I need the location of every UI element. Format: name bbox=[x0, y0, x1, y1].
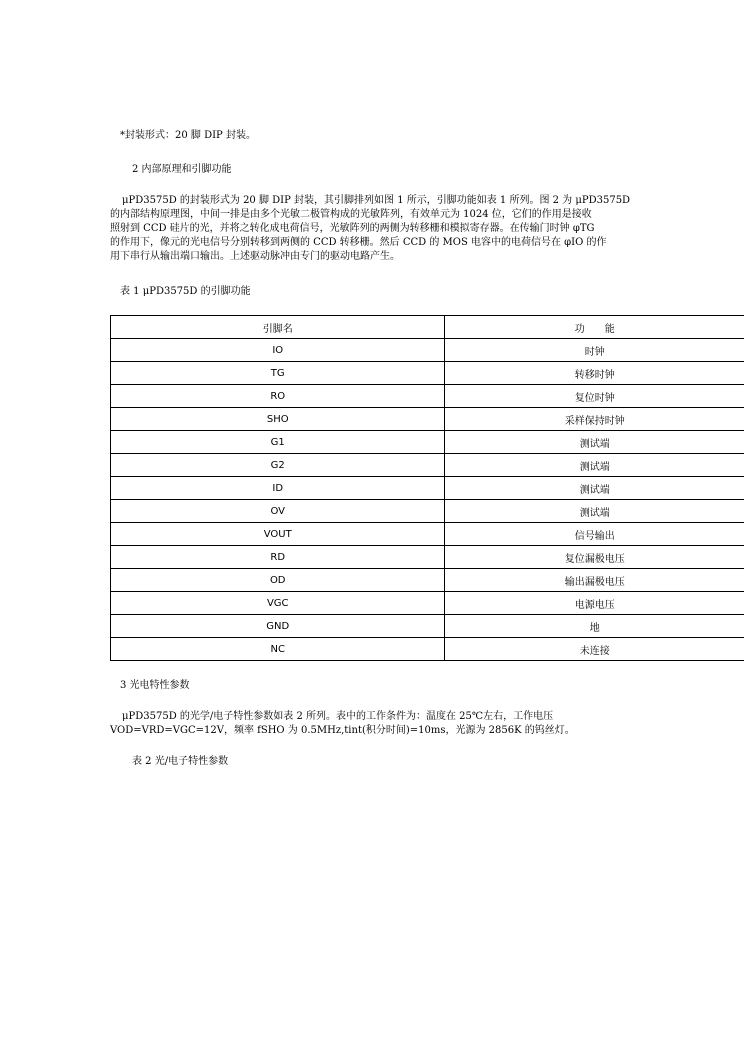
pin-function-cell: 电源电压 bbox=[445, 592, 744, 615]
table-header-row bbox=[111, 316, 744, 339]
table-row bbox=[111, 431, 744, 454]
pin-name-cell: TG bbox=[111, 362, 445, 385]
table-row bbox=[111, 339, 744, 362]
pin-function-cell: 地 bbox=[445, 615, 744, 638]
pin-function-cell: 采样保持时钟 bbox=[445, 408, 744, 431]
pin-name-cell: G2 bbox=[111, 454, 445, 477]
table-row bbox=[111, 408, 744, 431]
section3-heading: 3 光电特性参数 bbox=[120, 680, 190, 691]
pin-function-cell: 信号输出 bbox=[445, 523, 744, 546]
header-pin-name: 引脚名 bbox=[111, 316, 445, 339]
section2-line-3: 照射到 CCD 硅片的光，并将之转化成电荷信号，光敏阵列的两侧为转移栅和模拟寄存器。在传输门时钟 φTG bbox=[110, 223, 595, 234]
table1-caption: 表 1 μPD3575D 的引脚功能 bbox=[120, 286, 251, 297]
table-row bbox=[111, 638, 744, 661]
section3-line-1: μPD3575D 的光学/电子特性参数如表 2 所列。表中的工作条件为：温度在 25℃左右，工作电压 bbox=[122, 711, 554, 722]
section2-line-1: μPD3575D 的封装形式为 20 脚 DIP 封装，其引脚排列如图 1 所示，引脚功能如表 1 所列。图 2 为 μPD3575D bbox=[122, 195, 631, 206]
section2-line-2: 的内部结构原理图，中间一排是由多个光敏二极管构成的光敏阵列，有效单元为 1024 位，它们的作用是接收 bbox=[110, 209, 592, 220]
pin-name-cell: RD bbox=[111, 546, 445, 569]
section2-paragraph bbox=[110, 194, 710, 264]
pin-name-cell: OD bbox=[111, 569, 445, 592]
pin-name-cell: IO bbox=[111, 339, 445, 362]
pin-name-cell: OV bbox=[111, 500, 445, 523]
pin-name-cell: GND bbox=[111, 615, 445, 638]
package-line: *封装形式：20 脚 DIP 封装。 bbox=[120, 130, 256, 141]
section3-line-2: VOD=VRD=VGC=12V，频率 fSHO 为 0.5MHz,tint(积分时间)=10ms，光源为 2856K 的钨丝灯。 bbox=[110, 725, 575, 736]
table-row bbox=[111, 362, 744, 385]
section2-line-5: 用下串行从输出端口输出。上述驱动脉冲由专门的驱动电路产生。 bbox=[110, 251, 400, 262]
table-row bbox=[111, 615, 744, 638]
table-row bbox=[111, 546, 744, 569]
pin-function-cell: 复位漏极电压 bbox=[445, 546, 744, 569]
pin-name-cell: VOUT bbox=[111, 523, 445, 546]
pin-function-cell: 测试端 bbox=[445, 477, 744, 500]
table2-caption: 表 2 光/电子特性参数 bbox=[132, 756, 229, 767]
header-function: 功 能 bbox=[445, 316, 744, 339]
pin-name-cell: VGC bbox=[111, 592, 445, 615]
pin-function-table bbox=[110, 315, 744, 661]
table-row bbox=[111, 592, 744, 615]
section2-line-4: 的作用下，像元的光电信号分别转移到两侧的 CCD 转移栅。然后 CCD 的 MOS 电容中的电荷信号在 φIO 的作 bbox=[110, 237, 607, 248]
section3-paragraph bbox=[110, 710, 710, 738]
pin-name-cell: NC bbox=[111, 638, 445, 661]
table-row bbox=[111, 385, 744, 408]
table-row bbox=[111, 477, 744, 500]
pin-function-cell: 测试端 bbox=[445, 454, 744, 477]
pin-function-cell: 转移时钟 bbox=[445, 362, 744, 385]
pin-function-cell: 时钟 bbox=[445, 339, 744, 362]
table-row bbox=[111, 523, 744, 546]
pin-function-cell: 测试端 bbox=[445, 500, 744, 523]
pin-function-cell: 测试端 bbox=[445, 431, 744, 454]
pin-name-cell: SHO bbox=[111, 408, 445, 431]
section2-heading: 2 内部原理和引脚功能 bbox=[132, 164, 232, 175]
table-row bbox=[111, 500, 744, 523]
pin-function-cell: 未连接 bbox=[445, 638, 744, 661]
pin-name-cell: RO bbox=[111, 385, 445, 408]
pin-name-cell: G1 bbox=[111, 431, 445, 454]
pin-function-cell: 复位时钟 bbox=[445, 385, 744, 408]
table-row bbox=[111, 454, 744, 477]
pin-function-cell: 输出漏极电压 bbox=[445, 569, 744, 592]
table-row bbox=[111, 569, 744, 592]
pin-name-cell: ID bbox=[111, 477, 445, 500]
